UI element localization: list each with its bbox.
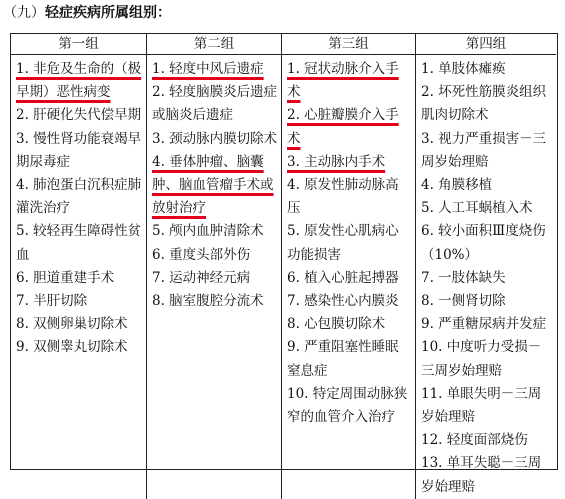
group-1-column <box>11 55 147 499</box>
section-number: （九） <box>3 5 45 21</box>
list-item: 10. 中度听力受损－三周岁始理赔 <box>421 339 542 379</box>
list-item <box>287 151 412 174</box>
list-item: 3. 颈动脉内膜切除术 <box>152 130 278 147</box>
group-2-column <box>147 55 282 499</box>
list-item: 1. 单肢体瘫痪 <box>421 61 506 77</box>
list-item: 8. 心包膜切除术 <box>287 316 386 333</box>
list-item: 13. 单耳失聪－三周岁始理赔 <box>421 455 542 495</box>
list-item <box>287 104 412 150</box>
list-item: 9. 严重糖尿病并发症 <box>421 316 547 333</box>
list-item: 4. 原发性肺动脉高压 <box>287 177 399 217</box>
list-item: 8. 脑室腹腔分流术 <box>152 293 264 310</box>
illness-group-table <box>10 33 558 495</box>
list-item: 10. 特定周围动脉狭窄的血管介入治疗 <box>287 385 408 426</box>
list-item: 5. 原发性心肌病心功能损害 <box>287 223 399 263</box>
list-item: 6. 胆道重建手术 <box>16 269 115 286</box>
section-heading <box>3 1 171 25</box>
list-item: 9. 严重阻塞性睡眠窒息症 <box>287 339 399 379</box>
list-item: 6. 较小面积Ⅲ度烧伤（10%） <box>421 223 546 263</box>
list-item: 4. 角膜移植 <box>421 177 493 194</box>
list-item: 6. 重度头部外伤 <box>152 246 251 263</box>
list-item: 11. 单眼失明－三周岁始理赔 <box>421 385 542 426</box>
list-item: 5. 颅内血肿清除术 <box>152 223 264 240</box>
list-item <box>16 58 143 104</box>
group-3-header: 第三组 <box>282 34 416 55</box>
list-item: 8. 一侧肾切除 <box>421 293 506 310</box>
list-item: 7. 一肢体缺失 <box>421 269 506 286</box>
list-item <box>152 151 278 221</box>
list-item: 6. 植入心脏起搏器 <box>287 269 399 286</box>
list-item: 5. 人工耳蜗植入术 <box>421 200 533 217</box>
list-item: 3. 视力严重损害－三周岁始理赔 <box>421 130 547 170</box>
list-item: 12. 轻度面部烧伤 <box>421 432 528 449</box>
group-1-header: 第一组 <box>11 34 147 55</box>
list-item: 7. 运动神经元病 <box>152 269 251 286</box>
list-item: 9. 双侧睾丸切除术 <box>16 339 128 356</box>
list-item: 7. 感染性心内膜炎 <box>287 293 399 310</box>
list-item <box>152 58 278 81</box>
list-item <box>287 58 412 104</box>
list-item: 2. 轻度脑膜炎后遗症或脑炎后遗症 <box>152 84 278 124</box>
highlighted-text: 1. 轻度中风后遗症 <box>152 61 264 77</box>
group-4-column <box>416 55 556 499</box>
list-item: 4. 肺泡蛋白沉积症肺灌洗治疗 <box>16 177 142 217</box>
group-3-column <box>282 55 416 499</box>
list-item: 2. 坏死性筋膜炎组织肌肉切除术 <box>421 84 547 124</box>
highlighted-text: 4. 垂体肿瘤、脑囊肿、脑血管瘤手术或放射治疗 <box>152 153 274 217</box>
highlighted-text: 3. 主动脉内手术 <box>287 153 386 170</box>
highlighted-text: 2. 心脏瓣膜介入手术 <box>287 107 399 147</box>
section-title: 轻症疾病所属组别： <box>45 5 171 21</box>
list-item: 7. 半肝切除 <box>16 293 88 310</box>
list-item: 3. 慢性肾功能衰竭早期尿毒症 <box>16 130 142 170</box>
group-4-header: 第四组 <box>416 34 556 55</box>
list-item: 2. 肝硬化失代偿早期 <box>16 107 142 124</box>
list-item: 8. 双侧卵巢切除术 <box>16 316 128 333</box>
list-item: 5. 较轻再生障碍性贫血 <box>16 223 142 263</box>
group-2-header: 第二组 <box>147 34 282 55</box>
highlighted-text: 1. 冠状动脉介入手术 <box>287 61 399 101</box>
highlighted-text: 1. 非危及生命的（极早期）恶性病变 <box>16 61 142 101</box>
